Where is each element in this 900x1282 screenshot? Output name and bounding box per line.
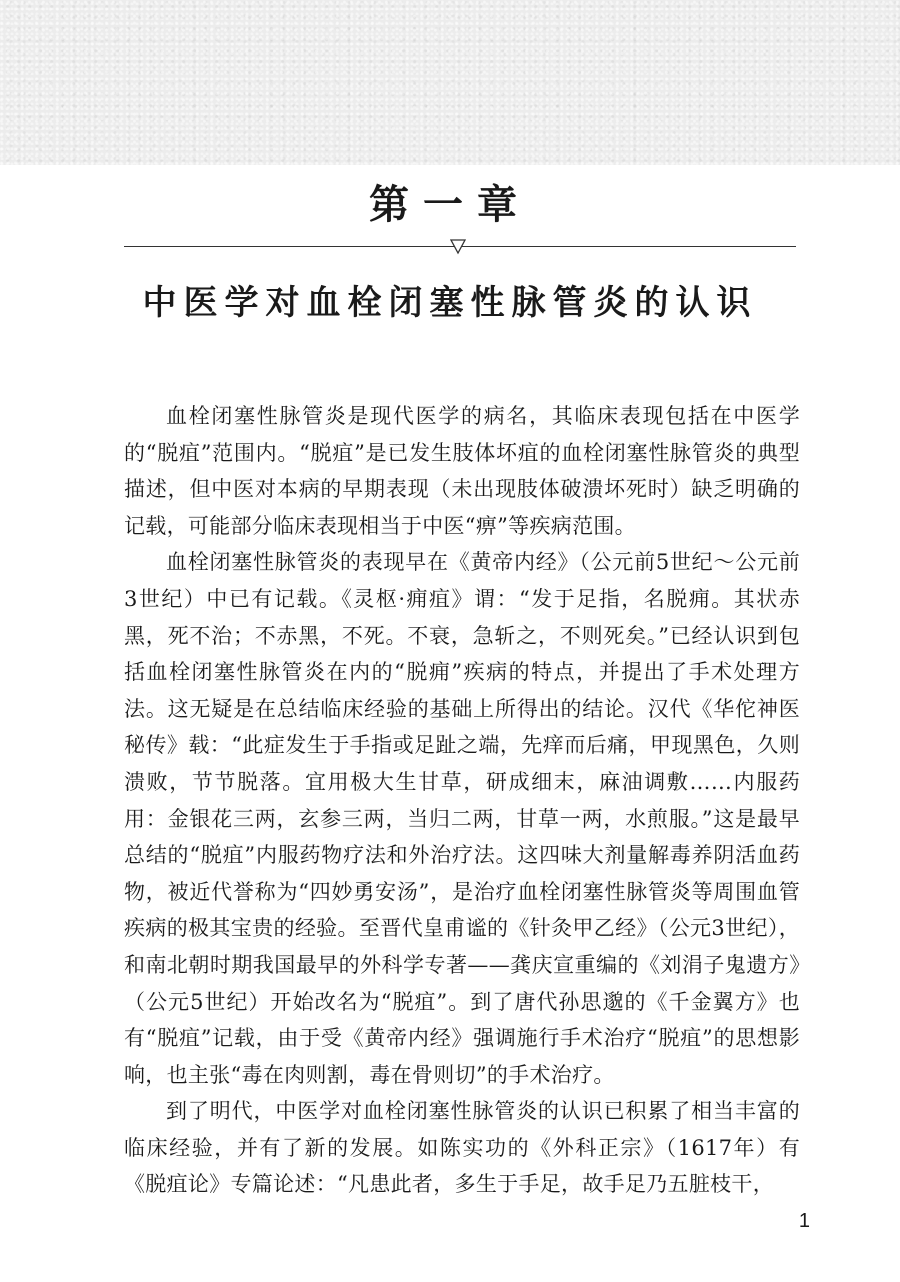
paragraph: 血栓闭塞性脉管炎的表现早在《黄帝内经》（公元前5世纪～公元前3世纪）中已有记载。《灵枢·痈疽》谓：“发于足指，名脱痈。其状赤黑，死不治；不赤黑，不死。不衰，急斩之，不则死矣。”已经认识到包括血栓闭塞性脉管炎在内的“脱痈”疾病的特点，并提出了手术处理方法。这无疑是在总结临床经验的基础上所得出的结论。汉代《华佗神医秘传》载：“此症发生于手指或足趾之端，先痒而后痛，甲现黑色，久则溃败，节节脱落。宜用极大生甘草，研成细末，麻油调敷……内服药用：金银花三两，玄参三两，当归二两，甘草一两，水煎服。”这是最早总结的“脱疽”内服药物疗法和外治疗法。这四味大剂量解毒养阴活血药物，被近代誉称为“四妙勇安汤”，是治疗血栓闭塞性脉管炎等周围血管疾病的极其宝贵的经验。至晋代皇甫谧的《针灸甲乙经》（公元3世纪），和南北朝时期我国最早的外科学专著——龚庆宣重编的《刘涓子鬼遗方》（公元5世纪）开始改名为“脱疽”。到了唐代孙思邈的《千金翼方》也有“脱疽”记载，由于受《黄帝内经》强调施行手术治疗“脱疽”的思想影响，也主张“毒在肉则割，毒在骨则切”的手术治疗。 <box>124 550 800 1087</box>
paragraph: 到了明代，中医学对血栓闭塞性脉管炎的认识已积累了相当丰富的临床经验，并有了新的发展。如陈实功的《外科正宗》（1617年）有《脱疽论》专篇论述：“凡患此者，多生于手足，故手足乃五脏枝干， <box>124 1099 800 1197</box>
paragraph: 血栓闭塞性脉管炎是现代医学的病名，其临床表现包括在中医学的“脱疽”范围内。“脱疽”是已发生肢体坏疽的血栓闭塞性脉管炎的典型描述，但中医对本病的早期表现（未出现肢体破溃坏死时）缺乏明确的记载，可能部分临床表现相当于中医“痹”等疾病范围。 <box>124 404 800 538</box>
textured-paper-header <box>0 0 900 165</box>
chapter-title: 中医学对血栓闭塞性脉管炎的认识 <box>142 283 758 323</box>
triangle-marker-icon <box>449 238 467 256</box>
page-number: 1 <box>798 1210 810 1232</box>
chapter-label: 第一章 <box>369 181 531 228</box>
body-text <box>124 398 800 1203</box>
